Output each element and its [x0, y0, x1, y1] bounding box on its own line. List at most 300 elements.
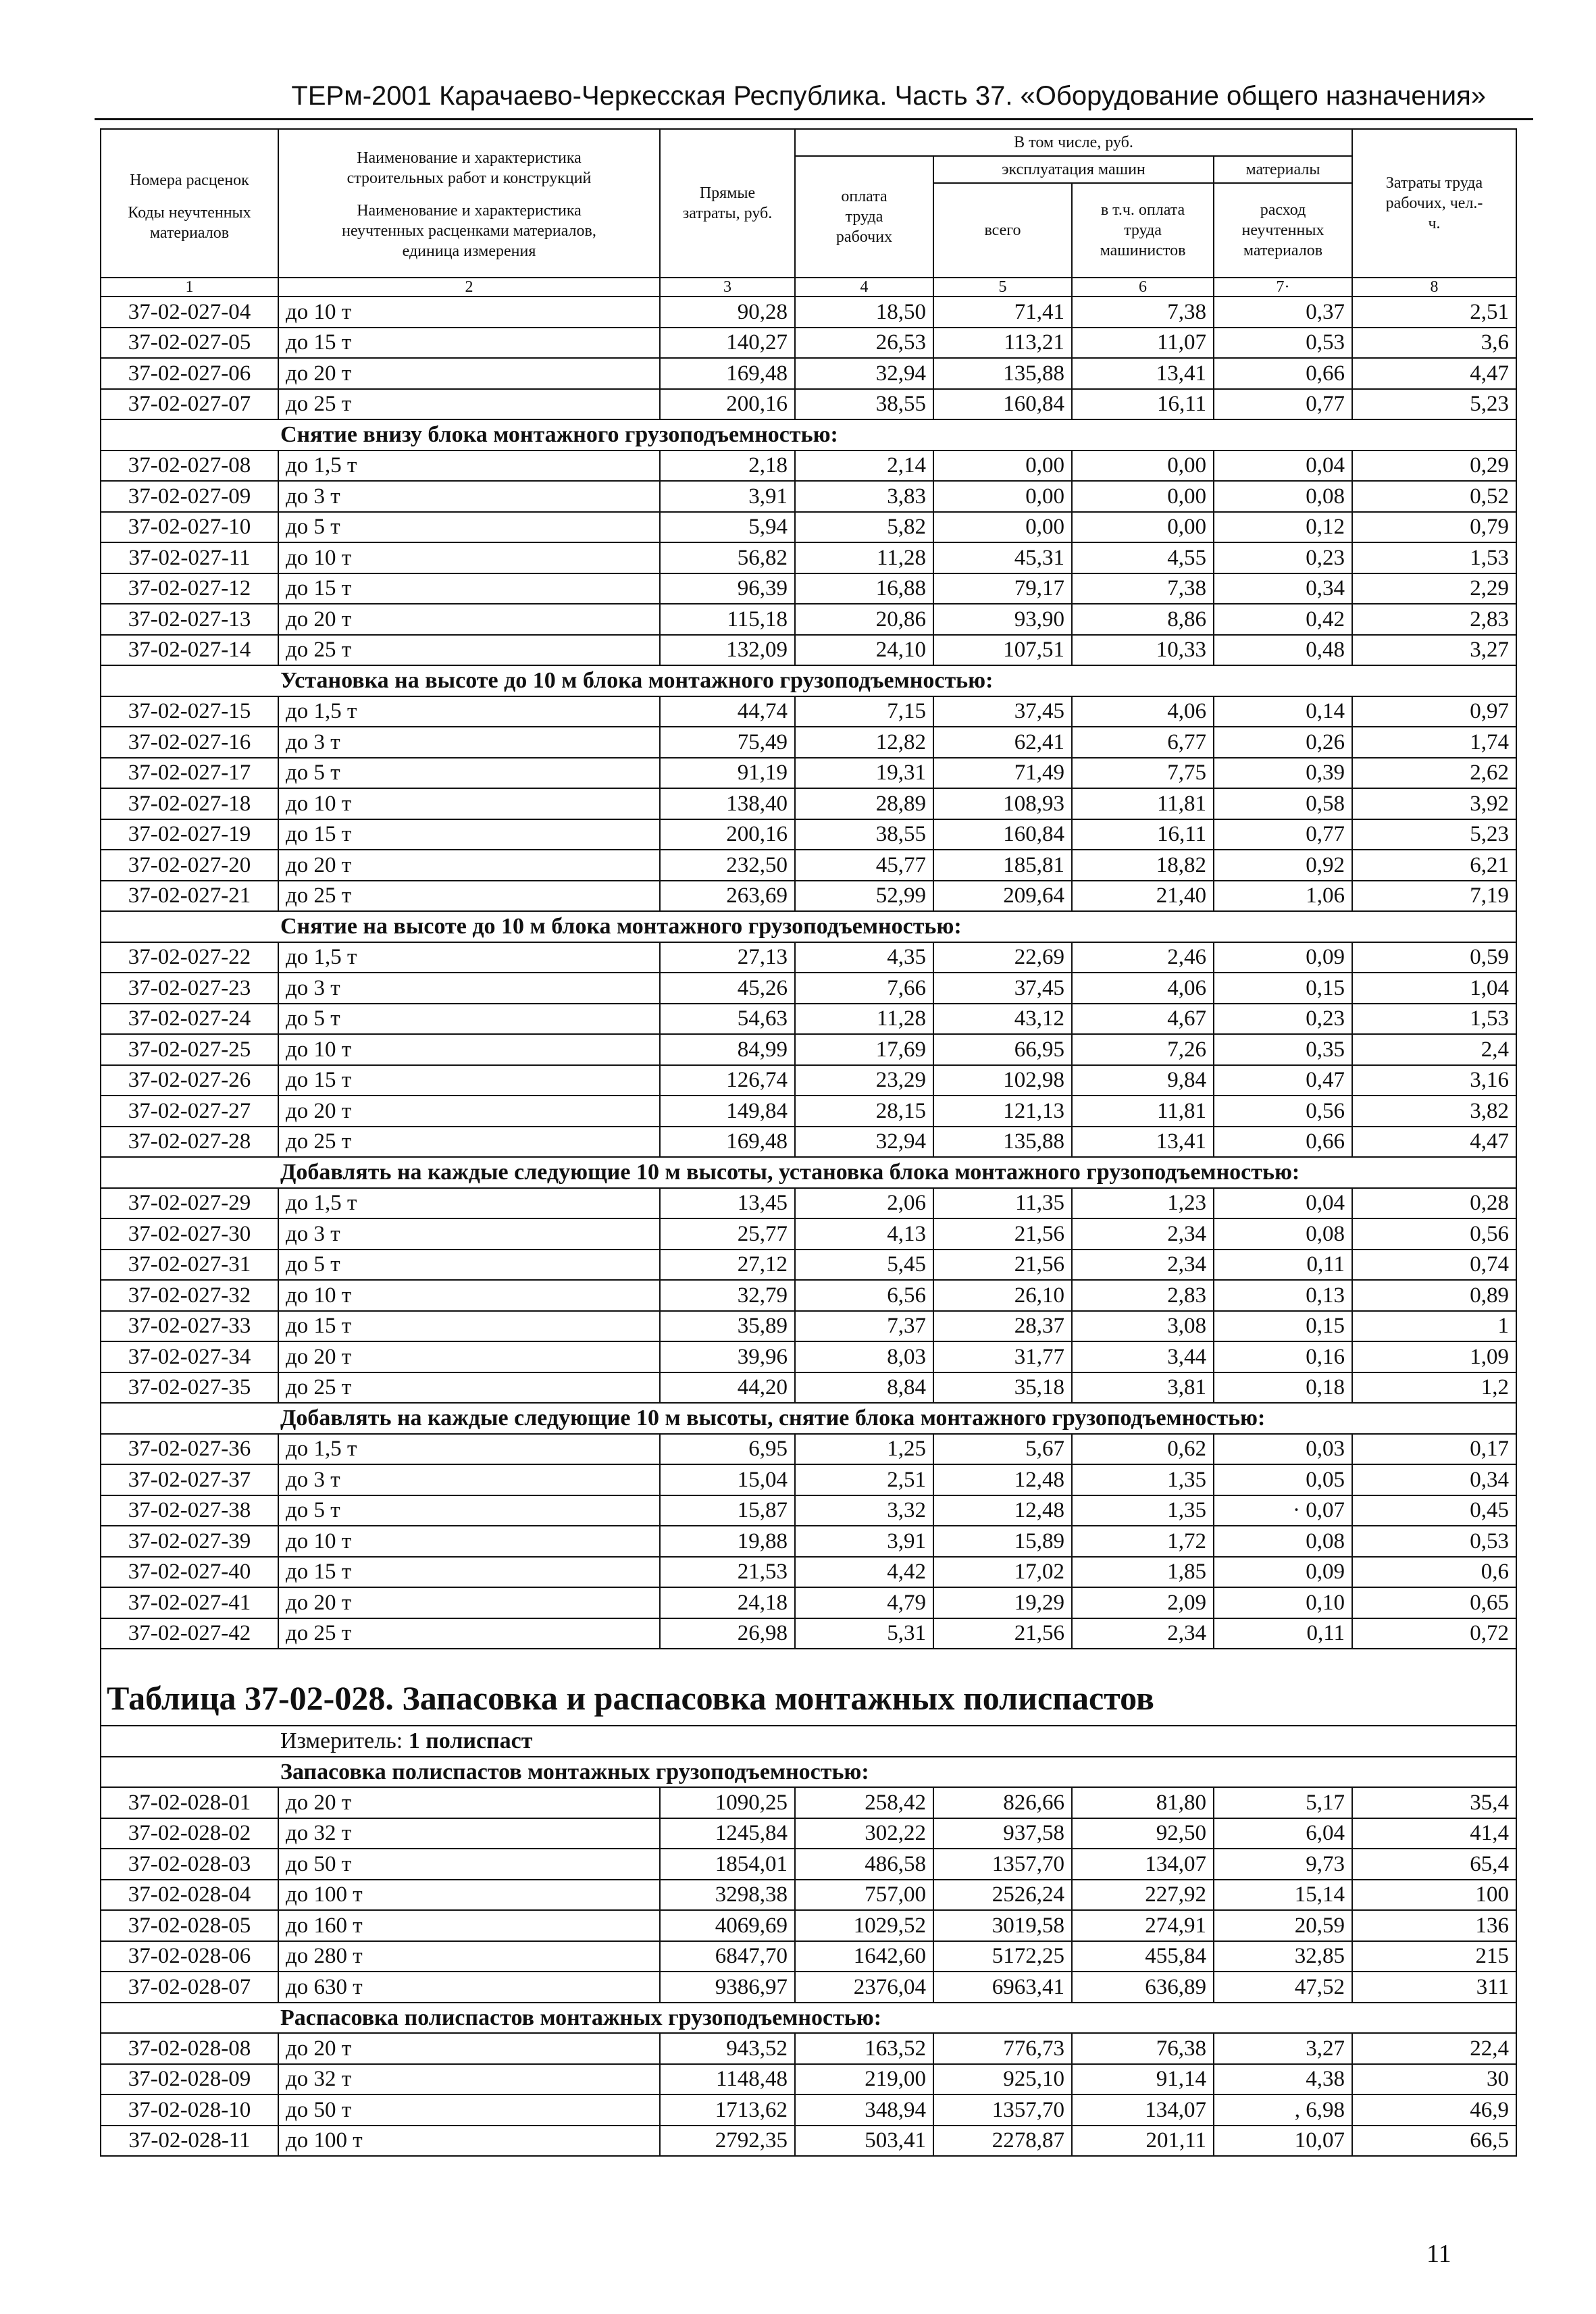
direct-costs: 25,77 — [660, 1218, 795, 1250]
machinist-wages: 91,14 — [1072, 2064, 1214, 2095]
work-name: до 20 т — [278, 358, 660, 389]
work-name: до 100 т — [278, 2126, 660, 2157]
labor-wages: 28,89 — [795, 788, 933, 819]
machinist-wages: 4,06 — [1072, 973, 1214, 1004]
labor-wages: 5,31 — [795, 1618, 933, 1649]
table-row — [101, 1096, 1516, 1127]
machines-total: 135,88 — [933, 358, 1072, 389]
rate-code: 37-02-028-03 — [101, 1849, 278, 1880]
labor-hours: 0,79 — [1352, 512, 1516, 543]
direct-costs: 19,88 — [660, 1526, 795, 1557]
direct-costs: 1713,62 — [660, 2094, 795, 2126]
col2-header — [278, 129, 660, 278]
machinist-wages: 2,34 — [1072, 1618, 1214, 1649]
direct-costs: 126,74 — [660, 1065, 795, 1096]
machinist-wages: 81,80 — [1072, 1787, 1214, 1818]
spacer-row — [101, 1649, 1516, 1671]
table-row — [101, 1218, 1516, 1250]
labor-hours: 66,5 — [1352, 2126, 1516, 2157]
table-row — [101, 1526, 1516, 1557]
machines-total: 45,31 — [933, 542, 1072, 573]
table2-title: Таблица 37-02-028. Запасовка и распасовка монтажных полиспастов — [101, 1671, 1516, 1726]
labor-wages: 32,94 — [795, 1127, 933, 1158]
materials: 0,08 — [1214, 481, 1352, 512]
work-name: до 1,5 т — [278, 696, 660, 727]
work-name: до 20 т — [278, 1587, 660, 1618]
work-name: до 10 т — [278, 1034, 660, 1065]
direct-costs: 138,40 — [660, 788, 795, 819]
machinist-wages: 2,34 — [1072, 1218, 1214, 1250]
work-name: до 15 т — [278, 1311, 660, 1342]
labor-wages: 2,14 — [795, 451, 933, 482]
machinist-wages: 92,50 — [1072, 1818, 1214, 1849]
machinist-wages: 2,83 — [1072, 1280, 1214, 1311]
work-name: до 50 т — [278, 1849, 660, 1880]
direct-costs: 27,12 — [660, 1250, 795, 1281]
direct-costs: 44,74 — [660, 696, 795, 727]
column-number: 7· — [1214, 278, 1352, 297]
materials: 0,11 — [1214, 1250, 1352, 1281]
labor-wages: 2,51 — [795, 1464, 933, 1495]
materials: 1,06 — [1214, 881, 1352, 912]
labor-hours: 2,4 — [1352, 1034, 1516, 1065]
work-name: до 32 т — [278, 2064, 660, 2095]
table-row — [101, 1341, 1516, 1372]
labor-wages: 1029,52 — [795, 1910, 933, 1941]
labor-wages: 302,22 — [795, 1818, 933, 1849]
machinist-wages: 10,33 — [1072, 635, 1214, 666]
col6-header: в т.ч. оплата труда машинистов — [1072, 183, 1214, 278]
table-row — [101, 1787, 1516, 1818]
rate-code: 37-02-027-38 — [101, 1495, 278, 1526]
rate-code: 37-02-028-11 — [101, 2126, 278, 2157]
table-row — [101, 2033, 1516, 2064]
machinist-wages: 13,41 — [1072, 358, 1214, 389]
table-row — [101, 1127, 1516, 1158]
labor-wages: 24,10 — [795, 635, 933, 666]
machines-total: 113,21 — [933, 328, 1072, 359]
direct-costs: 84,99 — [660, 1034, 795, 1065]
direct-costs: 1148,48 — [660, 2064, 795, 2095]
machinist-wages: 2,46 — [1072, 942, 1214, 973]
unit-row — [101, 1726, 1516, 1757]
work-name: до 1,5 т — [278, 451, 660, 482]
machinist-wages: 2,09 — [1072, 1587, 1214, 1618]
work-name: до 15 т — [278, 819, 660, 850]
machinist-wages: 11,81 — [1072, 1096, 1214, 1127]
rate-code: 37-02-027-41 — [101, 1587, 278, 1618]
materials: 0,09 — [1214, 1557, 1352, 1588]
rate-code: 37-02-028-08 — [101, 2033, 278, 2064]
table-row — [101, 1941, 1516, 1972]
work-name: до 20 т — [278, 2033, 660, 2064]
direct-costs: 5,94 — [660, 512, 795, 543]
machinist-wages: 4,06 — [1072, 696, 1214, 727]
machinist-wages: 76,38 — [1072, 2033, 1214, 2064]
table-row — [101, 1849, 1516, 1880]
rate-code: 37-02-027-24 — [101, 1004, 278, 1035]
materials: 0,34 — [1214, 573, 1352, 605]
rate-code: 37-02-028-07 — [101, 1972, 278, 2003]
work-name: до 100 т — [278, 1880, 660, 1911]
labor-hours: 1,53 — [1352, 1004, 1516, 1035]
labor-wages: 6,56 — [795, 1280, 933, 1311]
machinist-wages: 0,00 — [1072, 481, 1214, 512]
rate-code: 37-02-028-01 — [101, 1787, 278, 1818]
incl-header: В том числе, руб. — [795, 129, 1352, 156]
col2-header-top: Наименование и характеристика строительных работ и конструкций — [346, 149, 592, 187]
materials: 0,12 — [1214, 512, 1352, 543]
materials: 20,59 — [1214, 1910, 1352, 1941]
direct-costs: 26,98 — [660, 1618, 795, 1649]
work-name: до 3 т — [278, 481, 660, 512]
labor-hours: 0,56 — [1352, 1218, 1516, 1250]
table-row — [101, 2064, 1516, 2095]
direct-costs: 9386,97 — [660, 1972, 795, 2003]
work-name: до 10 т — [278, 1526, 660, 1557]
machinist-wages: 3,44 — [1072, 1341, 1214, 1372]
labor-wages: 163,52 — [795, 2033, 933, 2064]
direct-costs: 27,13 — [660, 942, 795, 973]
column-number: 4 — [795, 278, 933, 297]
labor-hours: 1,53 — [1352, 542, 1516, 573]
rate-code: 37-02-028-05 — [101, 1910, 278, 1941]
materials: 0,04 — [1214, 451, 1352, 482]
rate-code: 37-02-028-10 — [101, 2094, 278, 2126]
materials: 0,77 — [1214, 389, 1352, 420]
machinist-wages: 7,75 — [1072, 758, 1214, 789]
direct-costs: 1854,01 — [660, 1849, 795, 1880]
table2-title-row — [101, 1671, 1516, 1726]
table-row — [101, 1587, 1516, 1618]
rate-code: 37-02-027-10 — [101, 512, 278, 543]
machines-total: 21,56 — [933, 1618, 1072, 1649]
labor-hours: 35,4 — [1352, 1787, 1516, 1818]
rate-code: 37-02-028-09 — [101, 2064, 278, 2095]
rate-code: 37-02-027-08 — [101, 451, 278, 482]
machines-total: 17,02 — [933, 1557, 1072, 1588]
materials: 47,52 — [1214, 1972, 1352, 2003]
labor-wages: 52,99 — [795, 881, 933, 912]
column-number: 3 — [660, 278, 795, 297]
col2-header-bottom: Наименование и характеристика неучтенных расценками материалов, единица измерения — [342, 202, 596, 260]
table-row — [101, 481, 1516, 512]
machines-total: 26,10 — [933, 1280, 1072, 1311]
rate-code: 37-02-027-09 — [101, 481, 278, 512]
col3-header: Прямые затраты, руб. — [660, 129, 795, 278]
work-name: до 5 т — [278, 758, 660, 789]
direct-costs: 32,79 — [660, 1280, 795, 1311]
table-row — [101, 1372, 1516, 1404]
column-number: 6 — [1072, 278, 1214, 297]
machinist-wages: 1,85 — [1072, 1557, 1214, 1588]
col4-header: оплата труда рабочих — [795, 156, 933, 278]
direct-costs: 75,49 — [660, 727, 795, 758]
machinist-wages: 6,77 — [1072, 727, 1214, 758]
table-row — [101, 1250, 1516, 1281]
labor-wages: 7,66 — [795, 973, 933, 1004]
table-header-row — [101, 129, 1516, 156]
work-name: до 15 т — [278, 1557, 660, 1588]
rate-code: 37-02-027-29 — [101, 1188, 278, 1219]
labor-hours: 0,6 — [1352, 1557, 1516, 1588]
materials: 0,48 — [1214, 635, 1352, 666]
machines-total: 22,69 — [933, 942, 1072, 973]
machinist-wages: 1,72 — [1072, 1526, 1214, 1557]
machines-total: 31,77 — [933, 1341, 1072, 1372]
materials: 0,15 — [1214, 1311, 1352, 1342]
direct-costs: 15,04 — [660, 1464, 795, 1495]
work-name: до 25 т — [278, 1618, 660, 1649]
table-row — [101, 1557, 1516, 1588]
column-numbers-row — [101, 278, 1516, 297]
labor-hours: 0,74 — [1352, 1250, 1516, 1281]
materials: 0,09 — [1214, 942, 1352, 973]
direct-costs: 6,95 — [660, 1434, 795, 1465]
direct-costs: 200,16 — [660, 389, 795, 420]
labor-hours: 41,4 — [1352, 1818, 1516, 1849]
labor-wages: 19,31 — [795, 758, 933, 789]
machines-total: 37,45 — [933, 696, 1072, 727]
machinist-wages: 1,23 — [1072, 1188, 1214, 1219]
direct-costs: 45,26 — [660, 973, 795, 1004]
rate-code: 37-02-027-17 — [101, 758, 278, 789]
machinist-wages: 13,41 — [1072, 1127, 1214, 1158]
rate-code: 37-02-027-42 — [101, 1618, 278, 1649]
direct-costs: 1245,84 — [660, 1818, 795, 1849]
machinist-wages: 227,92 — [1072, 1880, 1214, 1911]
work-name: до 10 т — [278, 542, 660, 573]
machines-total: 2278,87 — [933, 2126, 1072, 2157]
table-row — [101, 1972, 1516, 2003]
labor-hours: 1,2 — [1352, 1372, 1516, 1404]
labor-wages: 17,69 — [795, 1034, 933, 1065]
machines-total: 71,49 — [933, 758, 1072, 789]
labor-wages: 2376,04 — [795, 1972, 933, 2003]
rate-code: 37-02-027-28 — [101, 1127, 278, 1158]
work-name: до 1,5 т — [278, 942, 660, 973]
labor-hours: 1,74 — [1352, 727, 1516, 758]
col1-header-bottom: Коды неучтенных материалов — [128, 204, 251, 242]
section-title: Снятие внизу блока монтажного грузоподъемностью: — [101, 419, 1516, 451]
machinist-wages: 134,07 — [1072, 2094, 1214, 2126]
labor-hours: 0,97 — [1352, 696, 1516, 727]
work-name: до 3 т — [278, 1218, 660, 1250]
labor-wages: 18,50 — [795, 297, 933, 328]
labor-wages: 1,25 — [795, 1434, 933, 1465]
page-header — [95, 64, 1533, 120]
labor-wages: 503,41 — [795, 2126, 933, 2157]
rate-code: 37-02-027-37 — [101, 1464, 278, 1495]
machines-total: 12,48 — [933, 1464, 1072, 1495]
direct-costs: 2,18 — [660, 451, 795, 482]
rate-code: 37-02-027-35 — [101, 1372, 278, 1404]
rate-code: 37-02-027-32 — [101, 1280, 278, 1311]
work-name: до 25 т — [278, 881, 660, 912]
labor-hours: 5,23 — [1352, 819, 1516, 850]
direct-costs: 13,45 — [660, 1188, 795, 1219]
machinist-wages: 11,81 — [1072, 788, 1214, 819]
labor-wages: 2,06 — [795, 1188, 933, 1219]
labor-wages: 4,35 — [795, 942, 933, 973]
materials: 0,10 — [1214, 1587, 1352, 1618]
materials: 5,17 — [1214, 1787, 1352, 1818]
direct-costs: 3298,38 — [660, 1880, 795, 1911]
labor-hours: 3,16 — [1352, 1065, 1516, 1096]
rate-code: 37-02-027-21 — [101, 881, 278, 912]
labor-wages: 5,45 — [795, 1250, 933, 1281]
work-name: до 25 т — [278, 1127, 660, 1158]
machinist-wages: 7,38 — [1072, 297, 1214, 328]
work-name: до 20 т — [278, 850, 660, 881]
table-row — [101, 1188, 1516, 1219]
machinist-wages: 1,35 — [1072, 1464, 1214, 1495]
table-row — [101, 1495, 1516, 1526]
col1-header-top: Номера расценок — [130, 172, 249, 189]
labor-hours: 0,65 — [1352, 1587, 1516, 1618]
labor-wages: 4,79 — [795, 1587, 933, 1618]
labor-hours: 30 — [1352, 2064, 1516, 2095]
machinist-wages: 11,07 — [1072, 328, 1214, 359]
col1-header — [101, 129, 278, 278]
materials: 4,38 — [1214, 2064, 1352, 2095]
labor-hours: 2,83 — [1352, 604, 1516, 635]
labor-wages: 757,00 — [795, 1880, 933, 1911]
work-name: до 20 т — [278, 1096, 660, 1127]
direct-costs: 39,96 — [660, 1341, 795, 1372]
labor-hours: 0,34 — [1352, 1464, 1516, 1495]
direct-costs: 54,63 — [660, 1004, 795, 1035]
table-row — [101, 1004, 1516, 1035]
materials: 0,53 — [1214, 328, 1352, 359]
machinist-wages: 9,84 — [1072, 1065, 1214, 1096]
machines-total: 5,67 — [933, 1434, 1072, 1465]
labor-wages: 23,29 — [795, 1065, 933, 1096]
labor-hours: 0,72 — [1352, 1618, 1516, 1649]
direct-costs: 149,84 — [660, 1096, 795, 1127]
materials: 0,13 — [1214, 1280, 1352, 1311]
machines-total: 0,00 — [933, 451, 1072, 482]
labor-wages: 219,00 — [795, 2064, 933, 2095]
table-row — [101, 881, 1516, 912]
rate-code: 37-02-027-05 — [101, 328, 278, 359]
work-name: до 15 т — [278, 1065, 660, 1096]
work-name: до 5 т — [278, 1250, 660, 1281]
materials-header: материалы — [1214, 156, 1352, 183]
materials: 0,11 — [1214, 1618, 1352, 1649]
machines-total: 79,17 — [933, 573, 1072, 605]
rate-code: 37-02-027-23 — [101, 973, 278, 1004]
labor-hours: 22,4 — [1352, 2033, 1516, 2064]
section-title: Установка на высоте до 10 м блока монтажного грузоподъемностью: — [101, 665, 1516, 696]
machinist-wages: 4,67 — [1072, 1004, 1214, 1035]
col8-header: Затраты труда рабочих, чел.-ч. — [1352, 129, 1516, 278]
direct-costs: 35,89 — [660, 1311, 795, 1342]
labor-wages: 8,03 — [795, 1341, 933, 1372]
materials: 10,07 — [1214, 2126, 1352, 2157]
labor-hours: 3,6 — [1352, 328, 1516, 359]
machines-total: 21,56 — [933, 1250, 1072, 1281]
machinist-wages: 455,84 — [1072, 1941, 1214, 1972]
section-title-row — [101, 1157, 1516, 1188]
labor-wages: 258,42 — [795, 1787, 933, 1818]
labor-hours: 65,4 — [1352, 1849, 1516, 1880]
rate-code: 37-02-027-04 — [101, 297, 278, 328]
machines-total: 925,10 — [933, 2064, 1072, 2095]
machines-total: 6963,41 — [933, 1972, 1072, 2003]
rate-code: 37-02-027-12 — [101, 573, 278, 605]
table-row — [101, 573, 1516, 605]
machines-total: 15,89 — [933, 1526, 1072, 1557]
work-name: до 5 т — [278, 1004, 660, 1035]
work-name: до 1,5 т — [278, 1188, 660, 1219]
materials: 0,66 — [1214, 1127, 1352, 1158]
machines-total: 160,84 — [933, 389, 1072, 420]
direct-costs: 2792,35 — [660, 2126, 795, 2157]
table-row — [101, 451, 1516, 482]
machines-total: 826,66 — [933, 1787, 1072, 1818]
work-name: до 25 т — [278, 1372, 660, 1404]
labor-wages: 8,84 — [795, 1372, 933, 1404]
table-row — [101, 1311, 1516, 1342]
column-number: 8 — [1352, 278, 1516, 297]
labor-hours: 2,62 — [1352, 758, 1516, 789]
materials: 0,35 — [1214, 1034, 1352, 1065]
rates-table — [100, 128, 1517, 2157]
direct-costs: 132,09 — [660, 635, 795, 666]
materials: 0,04 — [1214, 1188, 1352, 1219]
labor-hours: 0,45 — [1352, 1495, 1516, 1526]
unit-value: 1 полиспаст — [408, 1728, 533, 1754]
rate-code: 37-02-027-06 — [101, 358, 278, 389]
labor-wages: 4,13 — [795, 1218, 933, 1250]
machines-total: 19,29 — [933, 1587, 1072, 1618]
direct-costs: 96,39 — [660, 573, 795, 605]
labor-hours: 136 — [1352, 1910, 1516, 1941]
machines-total: 21,56 — [933, 1218, 1072, 1250]
table-row — [101, 1280, 1516, 1311]
labor-wages: 38,55 — [795, 819, 933, 850]
direct-costs: 90,28 — [660, 297, 795, 328]
machinist-wages: 7,26 — [1072, 1034, 1214, 1065]
labor-wages: 11,28 — [795, 1004, 933, 1035]
section-title: Добавлять на каждые следующие 10 м высоты, установка блока монтажного грузоподъемностью: — [101, 1157, 1516, 1188]
machinist-wages: 1,35 — [1072, 1495, 1214, 1526]
section-title: Запасовка полиспастов монтажных грузоподъемностью: — [101, 1757, 1516, 1788]
machines-total: 937,58 — [933, 1818, 1072, 1849]
machines-total: 107,51 — [933, 635, 1072, 666]
machines-total: 0,00 — [933, 512, 1072, 543]
work-name: до 10 т — [278, 297, 660, 328]
machines-total: 5172,25 — [933, 1941, 1072, 1972]
machinist-wages: 274,91 — [1072, 1910, 1214, 1941]
direct-costs: 15,87 — [660, 1495, 795, 1526]
materials: 32,85 — [1214, 1941, 1352, 1972]
labor-wages: 7,37 — [795, 1311, 933, 1342]
labor-wages: 32,94 — [795, 358, 933, 389]
labor-hours: 7,19 — [1352, 881, 1516, 912]
machinist-wages: 3,81 — [1072, 1372, 1214, 1404]
materials: 0,16 — [1214, 1341, 1352, 1372]
rate-code: 37-02-027-19 — [101, 819, 278, 850]
unit-label: Измеритель: — [280, 1728, 403, 1754]
table-row — [101, 1818, 1516, 1849]
machines-total: 43,12 — [933, 1004, 1072, 1035]
labor-hours: 6,21 — [1352, 850, 1516, 881]
table-row — [101, 1434, 1516, 1465]
rate-code: 37-02-027-18 — [101, 788, 278, 819]
materials: 6,04 — [1214, 1818, 1352, 1849]
